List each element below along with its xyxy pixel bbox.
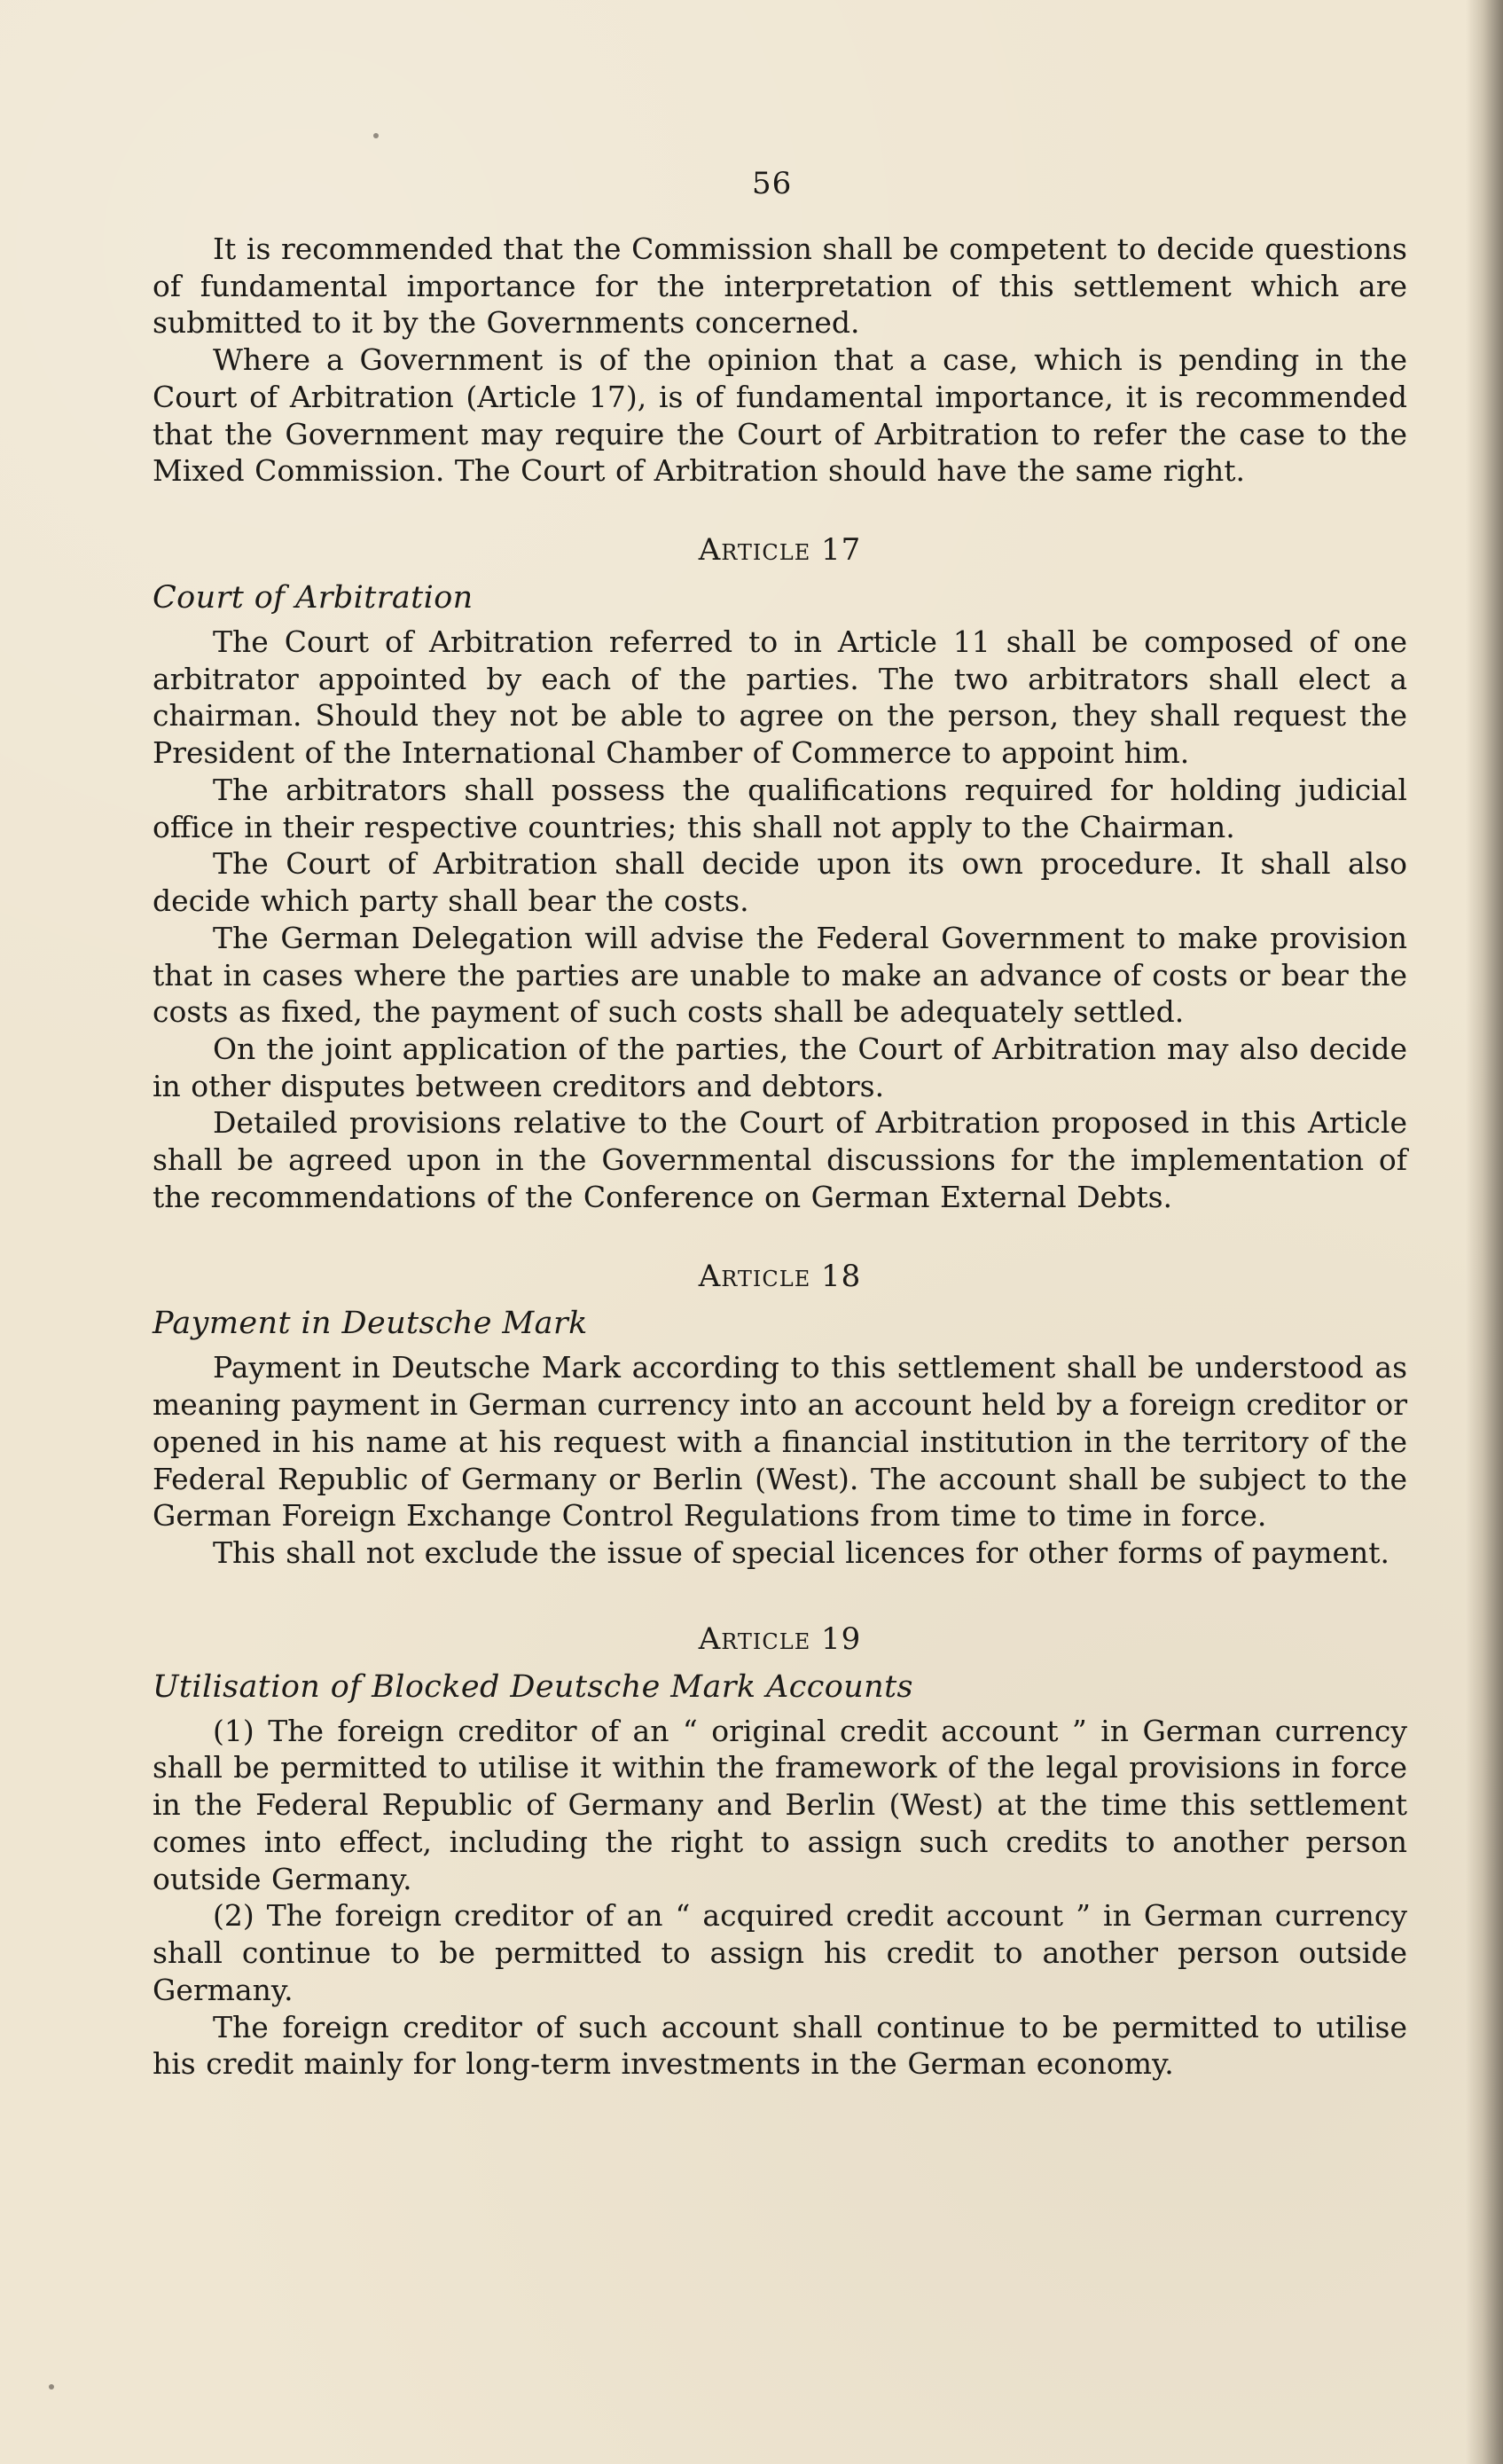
article-18-title: Article 18 bbox=[698, 1258, 862, 1294]
article-17-paragraph-4: The German Delegation will advise the Federal Government to make provision that in cases where the parties are unable to make an advance of costs or bear the costs as fixed, the payment of such costs shall be adequately settled. bbox=[153, 920, 1407, 1030]
article-17-paragraph-6: Detailed provisions relative to the Court of Arbitration proposed in this Article shall be agreed upon in the Governmental discussions for the implementation of the recommendations of the Conference on German External Debts. bbox=[153, 1105, 1407, 1214]
top-spacer bbox=[153, 158, 1407, 231]
article-17-paragraph-2: The arbitrators shall possess the qualifications required for holding judicial office in their respective countries; this shall not apply to the Chairman. bbox=[153, 772, 1407, 844]
print-speck-bottom bbox=[49, 2384, 54, 2389]
article-17-subtitle: Court of Arbitration bbox=[153, 579, 474, 616]
article-18-subtitle: Payment in Deutsche Mark bbox=[153, 1306, 588, 1342]
page-content bbox=[153, 158, 1407, 2083]
print-speck-top bbox=[373, 133, 379, 138]
article-17-paragraph-3: The Court of Arbitration shall decide upon its own procedure. It shall also decide which party shall bear the costs. bbox=[153, 846, 1407, 919]
article-19-section bbox=[153, 1621, 1407, 2083]
article-17-paragraph-5: On the joint application of the parties, the Court of Arbitration may also decide in other disputes between creditors and debtors. bbox=[153, 1032, 1407, 1103]
article-19-paragraph-2: (2) The foreign creditor of an “ acquired credit account ” in German currency shall continue to be permitted to assign his credit to another person outside Germany. bbox=[153, 1898, 1407, 2007]
article-19-title: Article 19 bbox=[698, 1620, 862, 1657]
article-19-paragraph-3: The foreign creditor of such account shall continue to be permitted to utilise his credit mainly for long-term investments in the German economy. bbox=[153, 2009, 1407, 2082]
article-17-title: Article 17 bbox=[698, 532, 862, 569]
intro-paragraph-2: Where a Government is of the opinion that a case, which is pending in the Court of Arbitration (Article 17), is of fundamental importance, it is recommended that the Government may require the Court of Arbitration to refer the case to the Mixed Commission. The Court of Arbitration should have the same right. bbox=[153, 342, 1407, 489]
article-18-section bbox=[153, 1259, 1407, 1572]
article-18-paragraph-1: Payment in Deutsche Mark according to this settlement shall be understood as meaning payment in German currency into an account held by a foreign creditor or opened in his name at his request with a financial institution in the territory of the Federal Republic of Germany or Berlin (West). The account shall be subject to the German Foreign Exchange Control Regulations from time to time in force. bbox=[153, 1350, 1407, 1534]
intro-section bbox=[153, 231, 1407, 490]
article-18-paragraph-2: This shall not exclude the issue of special licences for other forms of payment. bbox=[213, 1535, 1390, 1571]
article-17-section bbox=[153, 532, 1407, 1216]
article-19-paragraph-1: (1) The foreign creditor of an “ original credit account ” in German currency shall be permitted to utilise it within the framework of the legal provisions in force in the Federal Republic of Germany and Berlin (West) at the time this settlement comes into effect, including the right to assign such credits to another person outside Germany. bbox=[153, 1713, 1407, 1896]
intro-paragraph-1: It is recommended that the Commission shall be competent to decide questions of fundamental importance for the interpretation of this settlement which are submitted to it by the Governments concerned. bbox=[153, 231, 1407, 341]
article-17-paragraph-1: The Court of Arbitration referred to in Article 11 shall be composed of one arbitrator appointed by each of the parties. The two arbitrators shall elect a chairman. Should they not be able to agree on the person, they shall request the President of the International Chamber of Commerce to appoint him. bbox=[153, 624, 1407, 771]
article-19-subtitle: Utilisation of Blocked Deutsche Mark Accounts bbox=[153, 1668, 913, 1705]
binding-shadow bbox=[1466, 0, 1503, 2464]
page-number: 56 bbox=[752, 166, 793, 201]
